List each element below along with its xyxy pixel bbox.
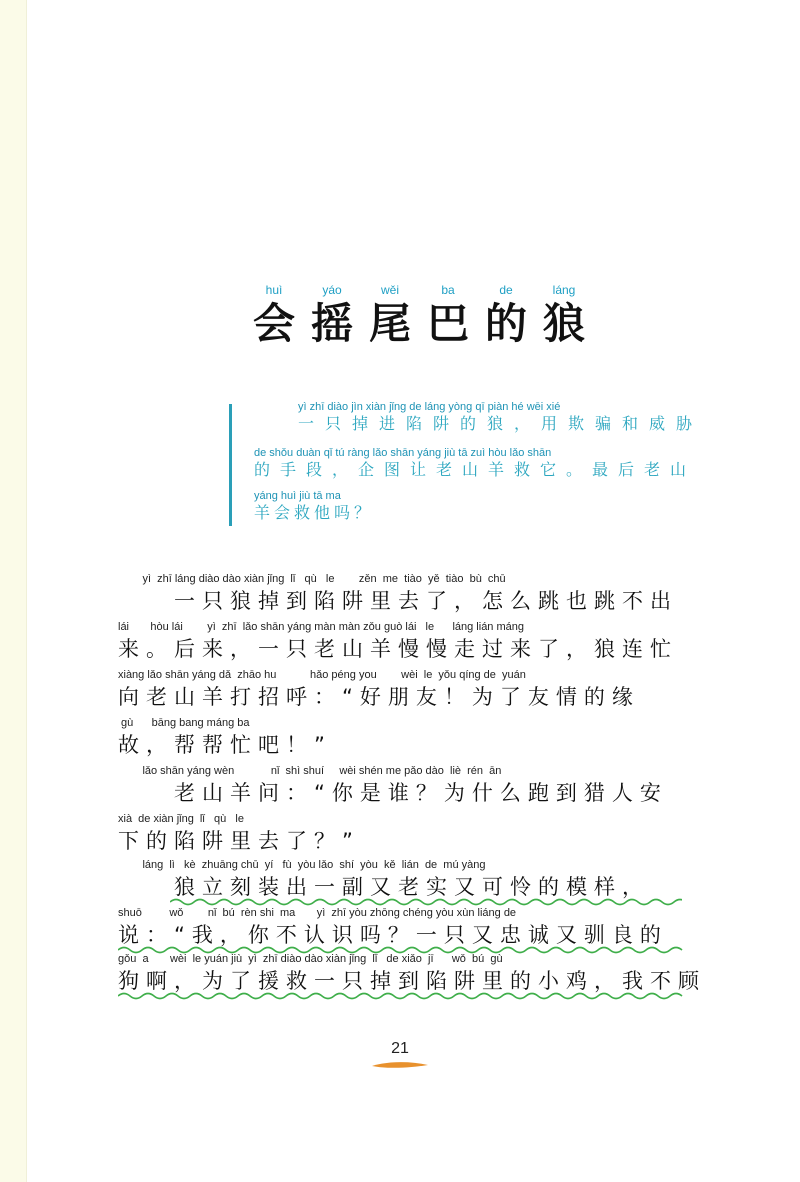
line-pinyin: gǒu a wèi le yuán jiù yì zhī diào dào xiàn jǐng lǐ de xiǎo jī wǒ bú gù bbox=[118, 953, 503, 965]
title-char bbox=[477, 282, 535, 350]
line-hanzi: 来。后来，一只老山羊慢慢走过来了，狼连忙 bbox=[118, 637, 678, 661]
line-pinyin: yì zhī láng diào dào xiàn jǐng lǐ qù le zěn me tiào yě tiào bù chū bbox=[118, 573, 506, 585]
line-pinyin: xià de xiàn jǐng lǐ qù le bbox=[118, 813, 244, 825]
story-title bbox=[245, 282, 593, 350]
title-hanzi: 狼 bbox=[542, 299, 585, 348]
intro-text: 羊会救他吗？ bbox=[254, 503, 375, 522]
title-hanzi: 尾 bbox=[368, 299, 411, 348]
title-pinyin: huì bbox=[265, 283, 283, 297]
line-pinyin: lǎo shān yáng wèn nǐ shì shuí wèi shén me pǎo dào liè rén ān bbox=[118, 765, 502, 777]
title-char bbox=[535, 282, 593, 350]
page-number: 21 bbox=[391, 1040, 409, 1057]
intro-accent-bar bbox=[229, 404, 232, 526]
title-char bbox=[361, 282, 419, 350]
intro-text: 一只掉进陷阱的狼，用欺骗和威胁 bbox=[298, 414, 704, 433]
line-hanzi: 说：“我，你不认识吗？一只又忠诚又驯良的 bbox=[118, 923, 668, 947]
line-hanzi: 狗啊，为了援救一只掉到陷阱里的小鸡，我不顾 bbox=[118, 969, 706, 993]
wavy-underline bbox=[170, 897, 682, 907]
line-hanzi: 下的陷阱里去了？” bbox=[118, 829, 360, 853]
line-hanzi: 向老山羊打招呼：“好朋友！为了友情的缘 bbox=[118, 685, 640, 709]
title-hanzi: 的 bbox=[484, 299, 527, 348]
wavy-underline bbox=[118, 991, 684, 1001]
line-hanzi: 故，帮帮忙吧！” bbox=[118, 733, 332, 757]
title-char bbox=[245, 282, 303, 350]
wavy-underline bbox=[118, 945, 684, 955]
line-pinyin: láng lì kè zhuāng chū yí fù yòu lǎo shí yòu kě lián de mú yàng bbox=[118, 859, 486, 871]
line-hanzi: 一只狼掉到陷阱里去了，怎么跳也跳不出 bbox=[118, 589, 678, 613]
title-pinyin: láng bbox=[552, 283, 576, 297]
title-pinyin: yáo bbox=[322, 283, 342, 297]
title-hanzi: 摇 bbox=[310, 299, 353, 348]
line-pinyin: gù bāng bang máng ba bbox=[118, 717, 250, 729]
intro-pinyin: yáng huì jiù tā ma bbox=[254, 490, 341, 502]
line-hanzi: 狼立刻装出一副又老实又可怜的模样， bbox=[118, 875, 650, 899]
intro-text: 的手段，企图让老山羊救它。最后老山 bbox=[254, 460, 697, 479]
title-char bbox=[419, 282, 477, 350]
book-spine bbox=[0, 0, 26, 1182]
title-char bbox=[303, 282, 361, 350]
title-pinyin: de bbox=[499, 283, 513, 297]
title-hanzi: 巴 bbox=[426, 299, 469, 348]
intro-pinyin: de shǒu duàn qǐ tú ràng lǎo shān yáng jiù tā zuì hòu lǎo shān bbox=[254, 447, 552, 459]
page-edge bbox=[26, 0, 27, 1182]
intro-pinyin: yì zhī diào jìn xiàn jǐng de láng yòng qī piàn hé wēi xié bbox=[298, 401, 561, 413]
title-hanzi: 会 bbox=[252, 299, 295, 348]
line-hanzi: 老山羊问：“你是谁？为什么跑到猎人安 bbox=[118, 781, 668, 805]
page-number-swash bbox=[370, 1060, 430, 1070]
line-pinyin: xiàng lǎo shān yáng dǎ zhāo hu hǎo péng you wèi le yǒu qíng de yuán bbox=[118, 669, 526, 681]
line-pinyin: shuō wǒ nǐ bú rèn shi ma yì zhī yòu zhōng chéng yòu xùn liáng de bbox=[118, 907, 517, 919]
title-pinyin: ba bbox=[441, 283, 455, 297]
line-pinyin: lái hòu lái yì zhī lǎo shān yáng màn màn zǒu guò lái le láng lián máng bbox=[118, 621, 525, 633]
title-pinyin: wěi bbox=[380, 283, 399, 297]
